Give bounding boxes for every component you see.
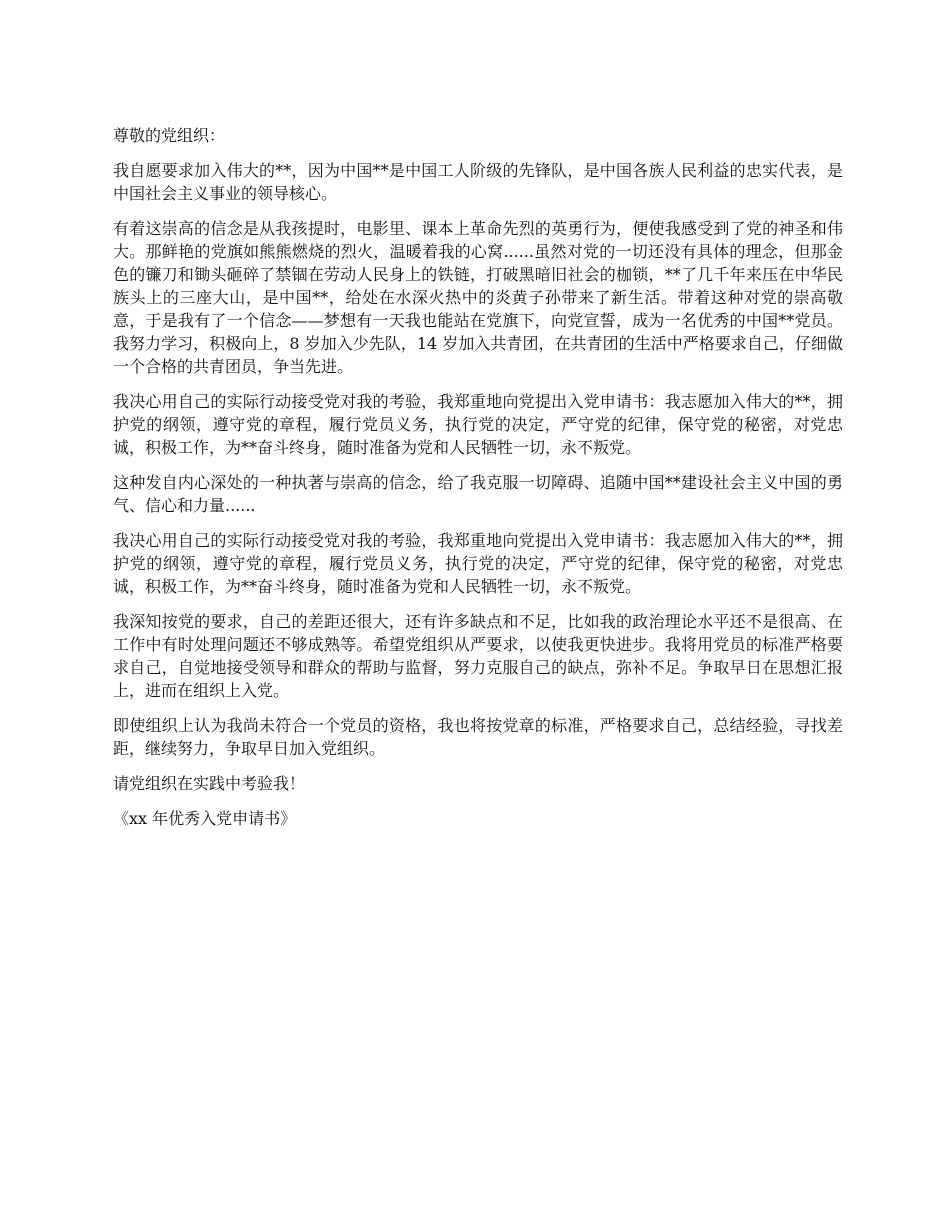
document-body — [113, 124, 843, 842]
paragraph: 我决心用自己的实际行动接受党对我的考验，我郑重地向党提出入党申请书：我志愿加入伟大的**，拥护党的纲领，遵守党的章程，履行党员义务，执行党的决定，严守党的纪律，保守党的秘密，对党忠诚，积极工作，为**奋斗终身，随时准备为党和人民牺牲一切，永不叛党。 — [113, 531, 843, 596]
paragraph: 这种发自内心深处的一种执著与崇高的信念，给了我克服一切障碍、追随中国**建设社会主义中国的勇气、信心和力量...... — [113, 473, 843, 515]
paragraph: 我自愿要求加入伟大的**，因为中国**是中国工人阶级的先锋队，是中国各族人民利益的忠实代表，是中国社会主义事业的领导核心。 — [113, 161, 843, 203]
paragraph: 即使组织上认为我尚未符合一个党员的资格，我也将按党章的标准，严格要求自己，总结经验，寻找差距，继续努力，争取早日加入党组织。 — [113, 716, 843, 758]
paragraph: 我决心用自己的实际行动接受党对我的考验，我郑重地向党提出入党申请书：我志愿加入伟大的**，拥护党的纲领，遵守党的章程，履行党员义务，执行党的决定，严守党的纪律，保守党的秘密，对党忠诚，积极工作，为**奋斗终身，随时准备为党和人民牺牲一切，永不叛党。 — [113, 392, 843, 457]
paragraph: 有着这崇高的信念是从我孩提时，电影里、课本上革命先烈的英勇行为，便使我感受到了党的神圣和伟大。那鲜艳的党旗如熊熊燃烧的烈火，温暖着我的心窝......虽然对党的一切还没有具体的理念，但那金色的镰刀和锄头砸碎了禁锢在劳动人民身上的铁链，打破黑暗旧社会的枷锁，**了几千年来压在中华民族头上的三座大山，是中国**，给处在水深火热中的炎黄子孙带来了新生活。带着这种对党的崇高敬意，于是我有了一个信念——梦想有一天我也能站在党旗下，向党宣誓，成为一名优秀的中国**党员。我努力学习，积极向上，8 岁加入少先队，14 岁加入共青团，在共青团的生活中严格要求自己，仔细做一个合格的共青团员，争当先进。 — [113, 219, 843, 376]
document-title: 《xx 年优秀入党申请书》 — [113, 809, 297, 828]
salutation: 尊敬的党组织： — [113, 126, 226, 145]
paragraph: 我深知按党的要求，自己的差距还很大，还有许多缺点和不足，比如我的政治理论水平还不是很高、在工作中有时处理问题还不够成熟等。希望党组织从严要求，以使我更快进步。我将用党员的标准严格要求自己，自觉地接受领导和群众的帮助与监督，努力克服自己的缺点，弥补不足。争取早日在思想汇报上，进而在组织上入党。 — [113, 612, 843, 700]
closing-line: 请党组织在实践中考验我！ — [113, 774, 306, 793]
